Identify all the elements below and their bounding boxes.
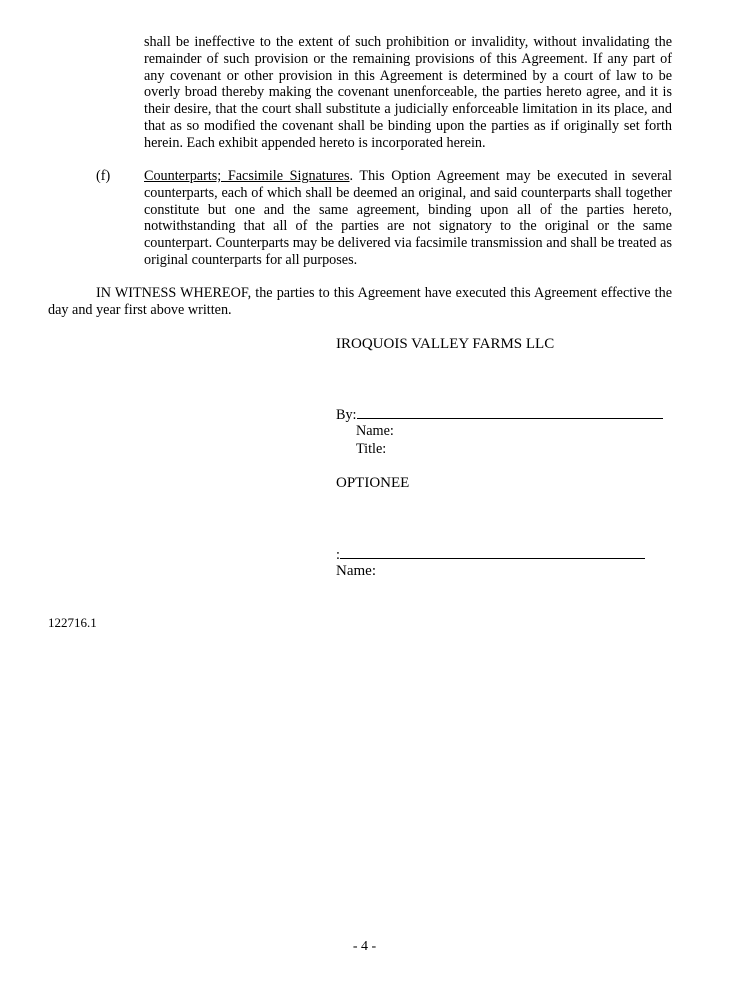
continuation-paragraph: shall be ineffective to the extent of such prohibition or invalidity, without invalidating the remainder of such provision or the remaining provisions of this Agreement. If any part of any covenant or other provision in this Agreement is determined by a court of law to be overly broad thereby making the covenant unenforceable, the parties hereto agree, and it is their desire, that the court shall substitute a judicially enforceable limitation in its place, and that as so modified the covenant shall be binding upon the parties as if originally set forth herein. Each exhibit appended hereto is incorporated herein. [144, 34, 672, 151]
optionee-signature-line [336, 545, 645, 564]
section-f-text: . This Option Agreement may be executed in several counterparts, each of which shall be deemed an original, and said counterparts shall together constitute but one and the same agreement, binding upon all of the parties hereto, notwithstanding that all of the parties are not signatory to the original or the same counterpart. Counterparts may be delivered via facsimile transmission and shall be treated as original counterparts for all purposes. [144, 168, 672, 268]
page-number: - 4 - [352, 939, 377, 954]
optionee-signature-blank [340, 545, 645, 559]
title-label: Title: [356, 441, 387, 457]
name-label: Name: [356, 423, 394, 439]
colon-label: : [336, 547, 340, 563]
by-signature-blank [357, 405, 663, 419]
section-f-heading: Counterparts; Facsimile Signatures [144, 168, 350, 184]
section-f-paragraph [144, 168, 672, 269]
by-signature-line [336, 405, 663, 424]
witness-paragraph: IN WITNESS WHEREOF, the parties to this Agreement have executed this Agreement effective the day and year first above written. [48, 285, 672, 318]
document-number: 122716.1 [48, 615, 97, 630]
optionee-name-label: Name: [336, 563, 376, 579]
section-f-label: (f) [96, 168, 111, 184]
optionee-label: OPTIONEE [336, 475, 410, 491]
by-label: By: [336, 407, 357, 423]
company-name: IROQUOIS VALLEY FARMS LLC [336, 336, 555, 352]
